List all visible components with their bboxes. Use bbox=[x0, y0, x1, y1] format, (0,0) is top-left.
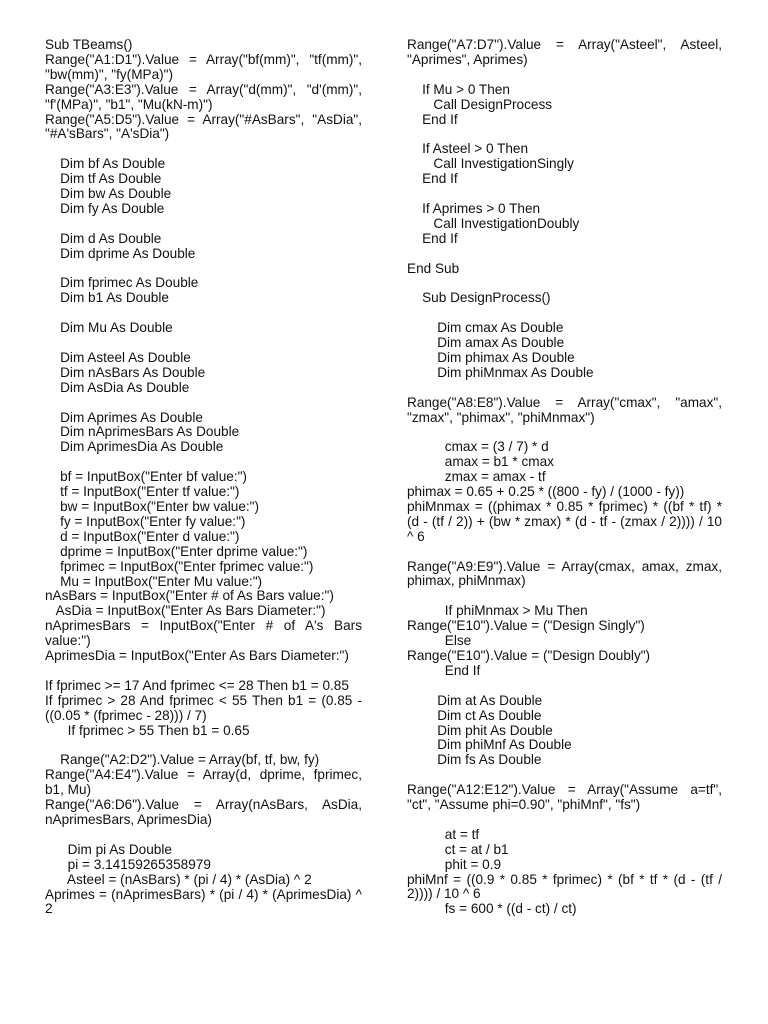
blank-line bbox=[407, 589, 722, 604]
code-line: Dim at As Double bbox=[407, 692, 543, 708]
code-line: Dim phiMnf As Double bbox=[407, 737, 572, 753]
code-line: AprimesDia = InputBox("Enter As Bars Diameter:") bbox=[45, 648, 349, 664]
blank-line bbox=[45, 262, 362, 277]
code-line: Asteel = (nAsBars) * (pi / 4) * (AsDia) ^ 2 bbox=[45, 871, 312, 887]
blank-line bbox=[407, 813, 722, 828]
code-line: Dim phiMnmax As Double bbox=[407, 364, 594, 380]
blank-line bbox=[45, 306, 362, 321]
code-line: bf = InputBox("Enter bf value:") bbox=[45, 469, 247, 485]
code-line: Range("A12:E12").Value = Array("Assume a=tf", "ct", "Assume phi=0.90", "phiMnf", "fs") bbox=[407, 782, 722, 813]
code-line: phiMnf = ((0.9 * 0.85 * fprimec) * (bf * tf * (d - (tf / 2)))) / 10 ^ 6 bbox=[407, 871, 722, 902]
code-line: Range("A2:D2").Value = Array(bf, tf, bw, fy) bbox=[45, 752, 320, 768]
code-line: If Mu > 0 Then bbox=[407, 81, 510, 97]
code-line: If phiMnmax > Mu Then bbox=[407, 603, 588, 619]
code-line: Dim nAprimesBars As Double bbox=[45, 424, 240, 440]
blank-line bbox=[45, 336, 362, 351]
code-line: AsDia = InputBox("Enter As Bars Diameter:") bbox=[45, 603, 326, 619]
code-line: fs = 600 * ((d - ct) / ct) bbox=[407, 901, 577, 917]
code-line: End If bbox=[407, 111, 458, 127]
blank-line bbox=[407, 276, 722, 291]
blank-line bbox=[407, 381, 722, 396]
code-line: If fprimec > 28 And fprimec < 55 Then b1 = (0.85 - ((0.05 * (fprimec - 28))) / 7) bbox=[45, 692, 362, 723]
blank-line bbox=[407, 187, 722, 202]
blank-line bbox=[45, 828, 362, 843]
code-line: amax = b1 * cmax bbox=[407, 454, 554, 470]
code-line: tf = InputBox("Enter tf value:") bbox=[45, 484, 240, 500]
code-line: ct = at / b1 bbox=[407, 841, 509, 857]
code-line: Dim ct As Double bbox=[407, 707, 542, 723]
code-line: Dim bf As Double bbox=[45, 156, 166, 172]
code-line: Range("E10").Value = ("Design Singly") bbox=[407, 618, 645, 634]
code-line: Dim phimax As Double bbox=[407, 349, 575, 365]
code-line: Range("A9:E9").Value = Array(cmax, amax, zmax, phimax, phiMnmax) bbox=[407, 558, 722, 589]
code-line: If fprimec > 55 Then b1 = 0.65 bbox=[45, 722, 250, 738]
code-line: fprimec = InputBox("Enter fprimec value:") bbox=[45, 558, 314, 574]
code-line: Dim fs As Double bbox=[407, 752, 542, 768]
code-line: Dim Asteel As Double bbox=[45, 349, 191, 365]
code-line: Dim d As Double bbox=[45, 230, 162, 246]
code-line: Dim Aprimes As Double bbox=[45, 409, 203, 425]
code-line: End If bbox=[407, 171, 458, 187]
blank-line bbox=[45, 396, 362, 411]
blank-line bbox=[45, 142, 362, 157]
code-line: Range("A6:D6").Value = Array(nAsBars, AsDia, nAprimesBars, AprimesDia) bbox=[45, 797, 362, 827]
code-line: nAsBars = InputBox("Enter # of As Bars value:") bbox=[45, 588, 334, 604]
code-line: End If bbox=[407, 230, 458, 246]
code-line: Call InvestigationDoubly bbox=[407, 215, 580, 231]
code-line: Range("A8:E8").Value = Array("cmax", "amax", "zmax", "phimax", "phiMnmax") bbox=[407, 394, 722, 425]
blank-line bbox=[45, 664, 362, 679]
code-line: Call DesignProcess bbox=[407, 96, 553, 112]
code-line: End If bbox=[407, 662, 481, 678]
code-line: Dim fprimec As Double bbox=[45, 275, 199, 291]
code-line: phiMnmax = ((phimax * 0.85 * fprimec) * ((bf * tf) * (d - (tf / 2)) + (bw * zmax) * (d - tf - (zmax / 2)))) / 10 ^ 6 bbox=[407, 498, 722, 544]
code-line: Range("A3:E3").Value = Array("d(mm)", "d'(mm)", "f'(MPa)", "b1", "Mu(kN-m)") bbox=[45, 81, 362, 112]
code-line: End Sub bbox=[407, 260, 460, 276]
code-line: Dim Mu As Double bbox=[45, 320, 173, 336]
code-line: Range("A5:D5").Value = Array("#AsBars", "AsDia", "#A'sBars", "A'sDia") bbox=[45, 111, 362, 142]
code-line: fy = InputBox("Enter fy value:") bbox=[45, 513, 246, 529]
code-line: Call InvestigationSingly bbox=[407, 156, 574, 172]
code-line: Dim phit As Double bbox=[407, 722, 553, 738]
code-line: Dim tf As Double bbox=[45, 171, 162, 187]
blank-line bbox=[407, 306, 722, 321]
code-line: zmax = amax - tf bbox=[407, 469, 546, 485]
code-line: Dim cmax As Double bbox=[407, 320, 564, 336]
code-line: Dim pi As Double bbox=[45, 841, 172, 857]
code-line: Aprimes = (nAprimesBars) * (pi / 4) * (AprimesDia) ^ 2 bbox=[45, 886, 362, 917]
code-line: Dim AprimesDia As Double bbox=[45, 439, 224, 455]
code-line: Sub TBeams() bbox=[45, 37, 133, 52]
code-line: Dim nAsBars As Double bbox=[45, 364, 206, 380]
blank-line bbox=[407, 425, 722, 440]
blank-line bbox=[407, 545, 722, 560]
code-line: dprime = InputBox("Enter dprime value:") bbox=[45, 543, 308, 559]
code-line: Dim AsDia As Double bbox=[45, 379, 190, 395]
code-line: Range("E10").Value = ("Design Doubly") bbox=[407, 648, 651, 663]
code-line: Sub DesignProcess() bbox=[407, 290, 551, 306]
code-line: Dim b1 As Double bbox=[45, 290, 169, 306]
code-line: If Aprimes > 0 Then bbox=[407, 200, 541, 216]
code-line: Dim amax As Double bbox=[407, 335, 565, 351]
blank-line bbox=[407, 127, 722, 142]
blank-line bbox=[407, 68, 722, 83]
blank-line bbox=[45, 455, 362, 470]
code-line: Range("A4:E4").Value = Array(d, dprime, fprimec, b1, Mu) bbox=[45, 767, 362, 798]
code-line: cmax = (3 / 7) * d bbox=[407, 439, 549, 455]
left-code-column bbox=[45, 38, 362, 917]
blank-line bbox=[45, 217, 362, 232]
code-line: Else bbox=[407, 633, 472, 649]
code-line: Range("A7:D7").Value = Array("Asteel", Asteel, "Aprimes", Aprimes) bbox=[407, 37, 722, 67]
code-line: If Asteel > 0 Then bbox=[407, 141, 529, 157]
code-line: Range("A1:D1").Value = Array("bf(mm)", "tf(mm)", "bw(mm)", "fy(MPa)") bbox=[45, 51, 362, 82]
code-line: If fprimec >= 17 And fprimec <= 28 Then b1 = 0.85 bbox=[45, 677, 349, 693]
code-line: Dim fy As Double bbox=[45, 200, 165, 216]
code-line: nAprimesBars = InputBox("Enter # of A's Bars value:") bbox=[45, 618, 362, 649]
right-code-column bbox=[407, 38, 722, 917]
code-line: Dim dprime As Double bbox=[45, 245, 196, 261]
code-line: d = InputBox("Enter d value:") bbox=[45, 528, 240, 544]
code-line: Dim bw As Double bbox=[45, 186, 172, 202]
blank-line bbox=[45, 738, 362, 753]
blank-line bbox=[407, 247, 722, 262]
code-line: Mu = InputBox("Enter Mu value:") bbox=[45, 573, 263, 589]
code-line: phit = 0.9 bbox=[407, 856, 502, 872]
code-line: bw = InputBox("Enter bw value:") bbox=[45, 498, 260, 514]
code-line: phimax = 0.65 + 0.25 * ((800 - fy) / (1000 - fy)) bbox=[407, 484, 685, 500]
blank-line bbox=[407, 679, 722, 694]
code-line: at = tf bbox=[407, 826, 480, 842]
blank-line bbox=[407, 768, 722, 783]
code-line: pi = 3.14159265358979 bbox=[45, 856, 211, 872]
